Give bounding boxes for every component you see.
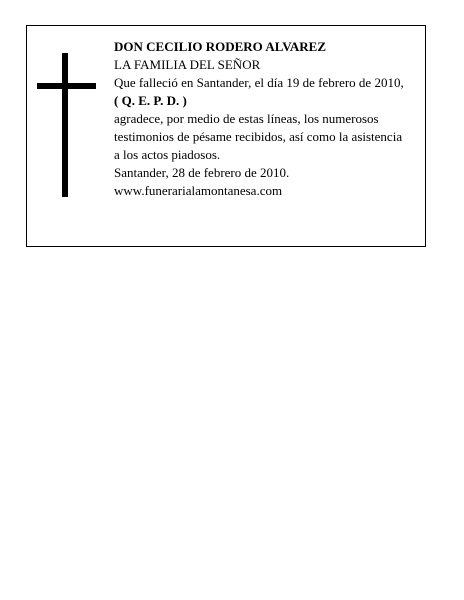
family-line: LA FAMILIA DEL SEÑOR	[114, 57, 261, 72]
notice-text	[114, 38, 429, 200]
deceased-name: DON CECILIO RODERO ALVAREZ	[114, 39, 327, 54]
thanks-line-3: a los actos piadosos.	[114, 147, 221, 162]
cross-vertical-bar	[62, 53, 68, 197]
passed-away-line: Que falleció en Santander, el día 19 de febrero de 2010,	[114, 75, 404, 90]
place-date-line: Santander, 28 de febrero de 2010.	[114, 165, 290, 180]
cross-horizontal-bar	[37, 83, 96, 89]
website-link[interactable]: www.funerarialamontanesa.com	[114, 183, 283, 198]
thanks-line-2: testimonios de pésame recibidos, así como la asistencia	[114, 129, 403, 144]
rip-line: ( Q. E. P. D. )	[114, 93, 187, 108]
thanks-line-1: agradece, por medio de estas líneas, los numerosos	[114, 111, 379, 126]
